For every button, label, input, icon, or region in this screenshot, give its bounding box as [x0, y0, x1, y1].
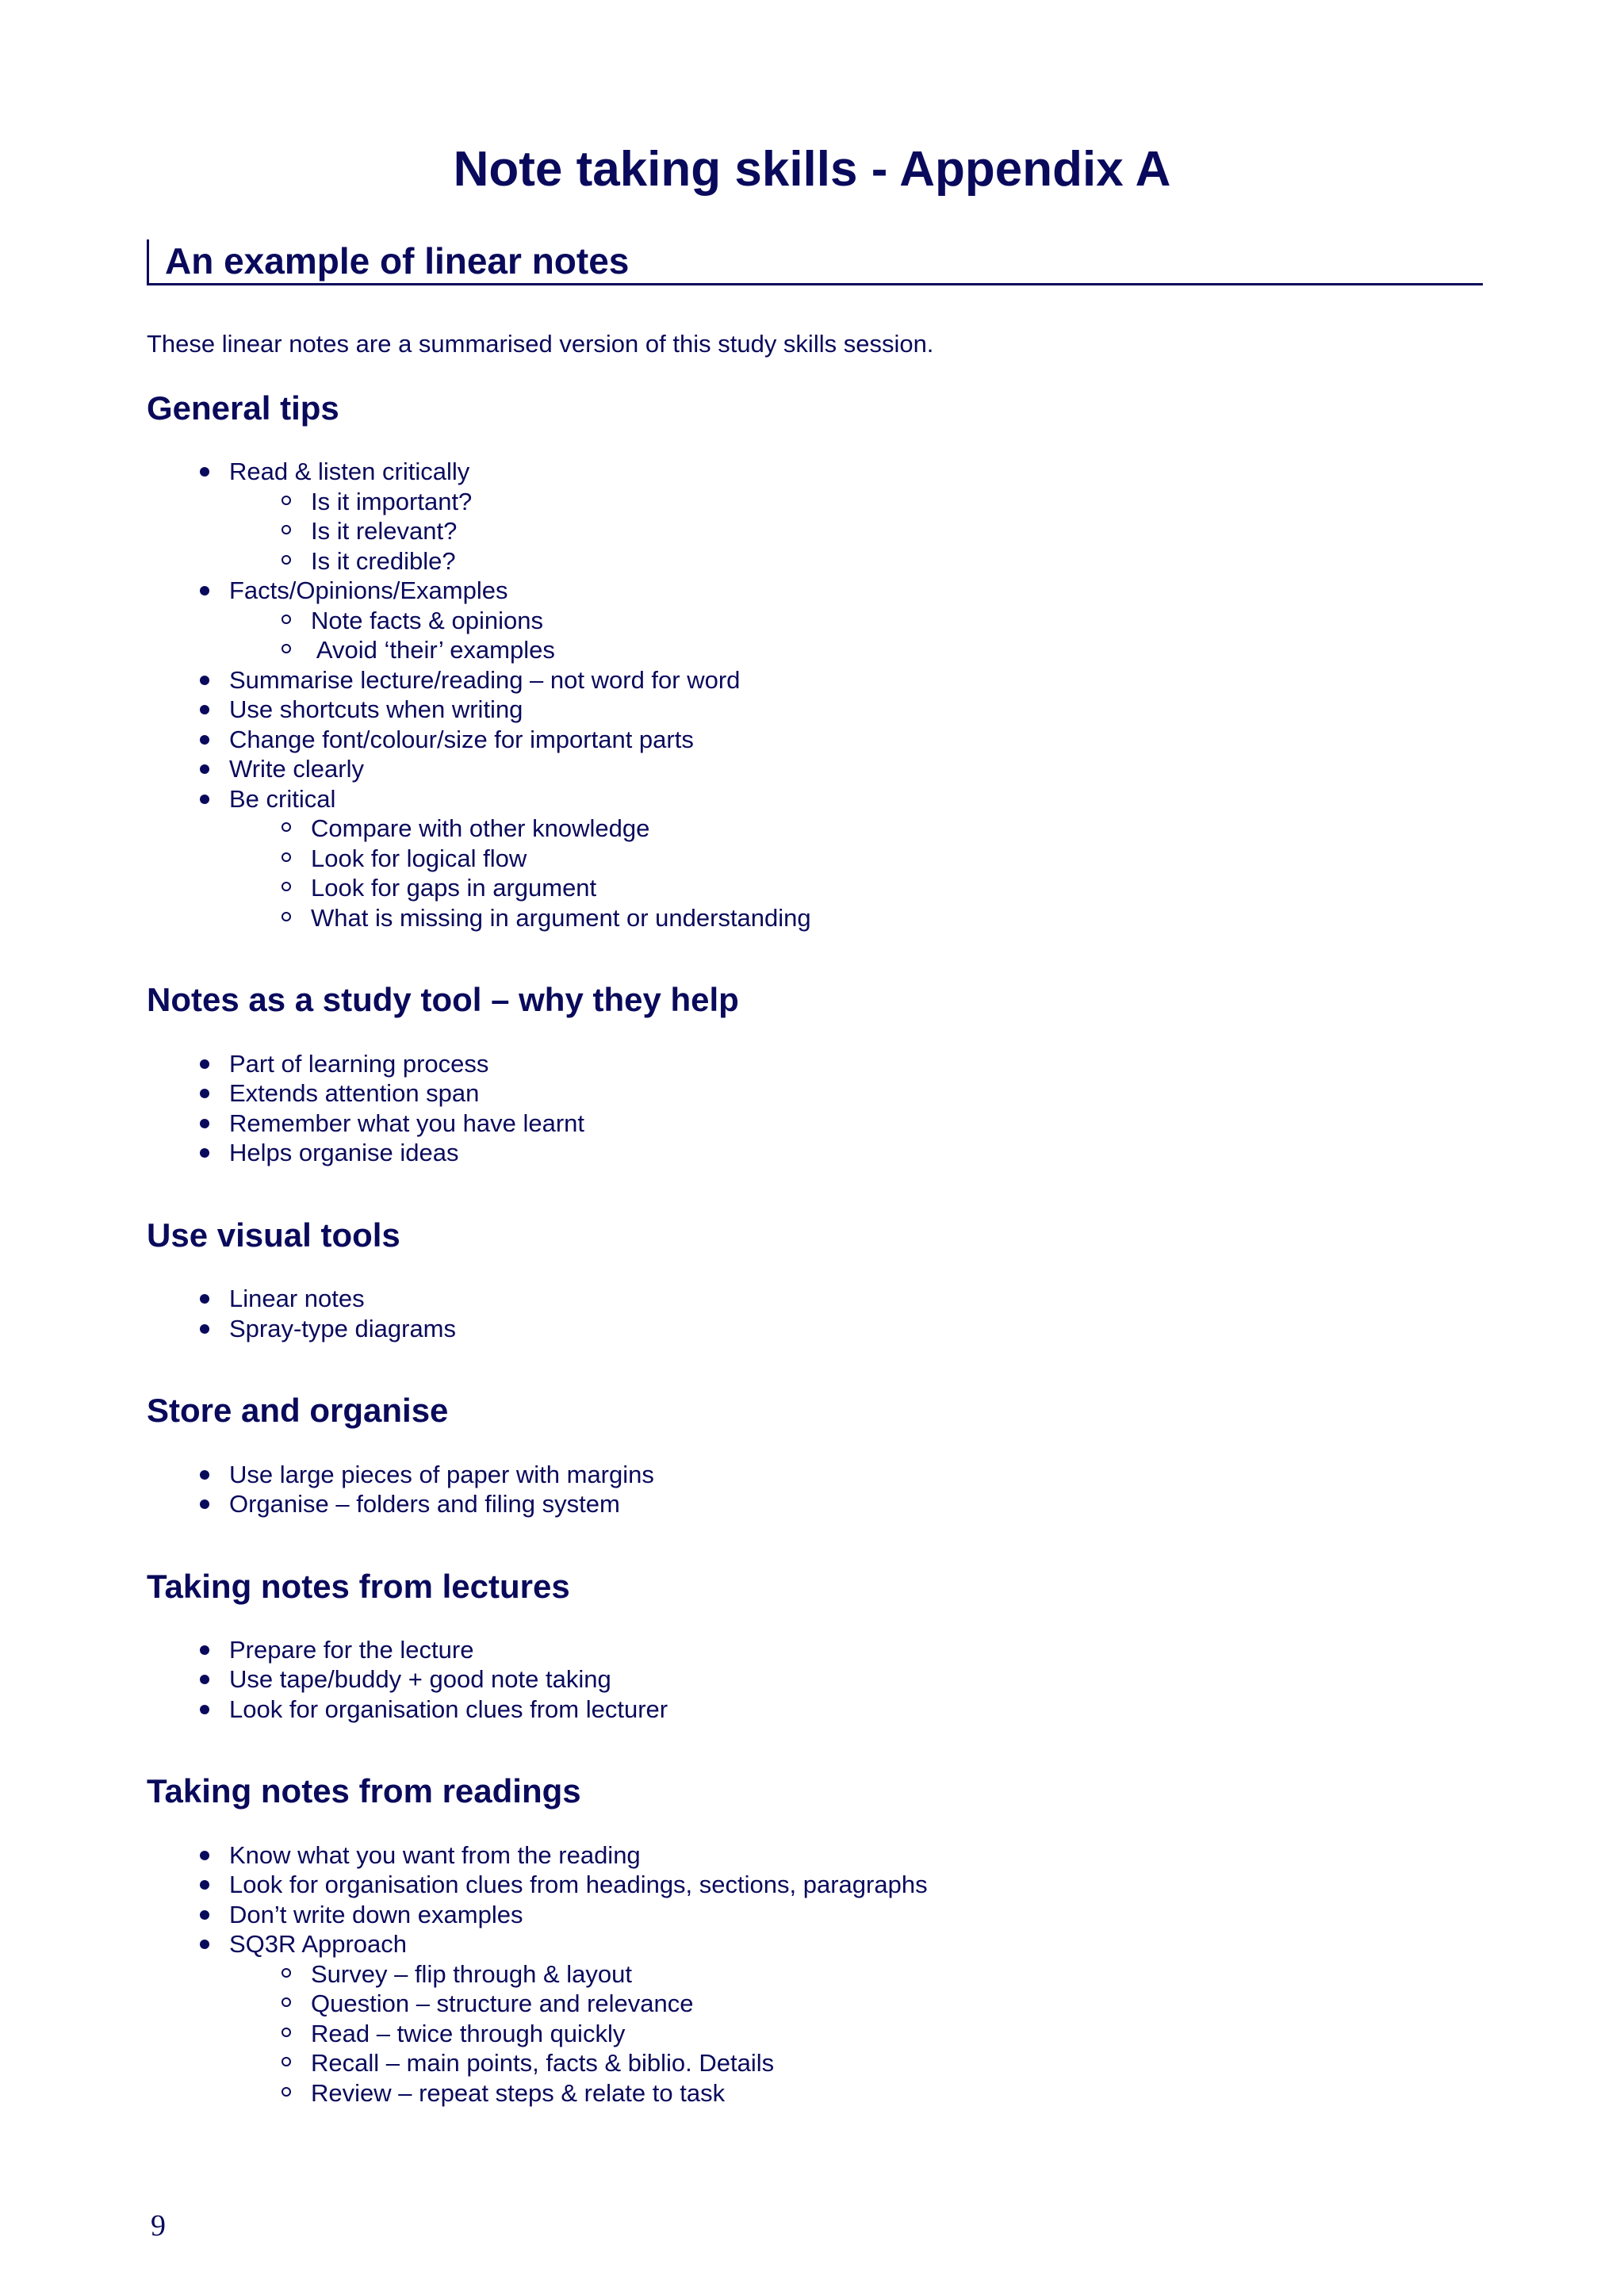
bullet-circle-icon: [282, 615, 291, 624]
sub-list-item-text: Review – repeat steps & relate to task: [311, 2078, 726, 2107]
list-item-text: Look for organisation clues from headings, sections, paragraphs: [229, 1871, 928, 1899]
sub-bullet-list: [229, 487, 1495, 576]
subsection-heading: General tips: [147, 389, 339, 427]
list-item: [147, 1284, 1495, 1314]
list-item-text: Be critical: [229, 784, 336, 813]
list-item: [147, 1840, 1495, 1871]
sub-list-item-text: Is it relevant?: [311, 517, 458, 546]
list-item: [147, 1635, 1495, 1665]
bullet-circle-icon: [282, 2028, 291, 2037]
bullet-dot-icon: [200, 1294, 209, 1304]
list-item-text: Organise – folders and filing system: [229, 1490, 620, 1518]
intro-text: These linear notes are a summarised version of this study skills session.: [147, 330, 934, 358]
list-item: [147, 1929, 1495, 2108]
bullet-circle-icon: [282, 2087, 291, 2097]
list-item: [147, 1078, 1495, 1109]
page-number: 9: [151, 2209, 166, 2242]
bullet-list: [147, 1049, 1495, 1168]
list-item: [147, 665, 1495, 695]
sub-list-item: [147, 606, 1495, 636]
bullet-circle-icon: [282, 852, 291, 862]
sub-bullet-list: [229, 814, 1495, 933]
bullet-dot-icon: [200, 586, 209, 596]
bullet-dot-icon: [200, 1148, 209, 1158]
list-item-text: Use shortcuts when writing: [229, 695, 523, 724]
list-item: [147, 1138, 1495, 1168]
sub-list-item-text: Recall – main points, facts & biblio. Details: [311, 2049, 775, 2078]
bullet-dot-icon: [200, 1645, 209, 1655]
list-item-text: Remember what you have learnt: [229, 1109, 585, 1137]
bullet-list: [147, 457, 1495, 933]
list-item: [147, 1109, 1495, 1139]
bullet-circle-icon: [282, 525, 291, 534]
sub-list-item-text: What is missing in argument or understanding: [311, 903, 811, 932]
section-heading-box: [147, 239, 1483, 285]
sub-list-item: [147, 487, 1495, 517]
sub-list-item-text: Look for logical flow: [311, 844, 527, 872]
page-title: Note taking skills - Appendix A: [453, 142, 1171, 197]
list-item-text: Use tape/buddy + good note taking: [229, 1665, 611, 1694]
bullet-circle-icon: [282, 912, 291, 921]
bullet-circle-icon: [282, 555, 291, 565]
sub-list-item: [147, 2048, 1495, 2078]
bullet-dot-icon: [200, 1880, 209, 1890]
list-item-text: Write clearly: [229, 755, 364, 783]
bullet-dot-icon: [200, 1940, 209, 1949]
list-item: [147, 576, 1495, 665]
list-item: [147, 1695, 1495, 1725]
subsection-heading: Taking notes from readings: [147, 1772, 581, 1810]
sub-list-item-text: Avoid ‘their’ examples: [311, 636, 555, 664]
list-item-text: Facts/Opinions/Examples: [229, 576, 508, 605]
sub-list-item-text: Survey – flip through & layout: [311, 1959, 632, 1988]
bullet-dot-icon: [200, 735, 209, 745]
list-item: [147, 1664, 1495, 1695]
bullet-circle-icon: [282, 1968, 291, 1978]
bullet-dot-icon: [200, 1059, 209, 1069]
list-item-text: Read & listen critically: [229, 458, 470, 486]
sub-list-item-text: Look for gaps in argument: [311, 874, 597, 902]
list-item: [147, 784, 1495, 933]
bullet-dot-icon: [200, 1675, 209, 1684]
bullet-circle-icon: [282, 2057, 291, 2066]
sub-list-item: [147, 1989, 1495, 2019]
sub-list-item-text: Question – structure and relevance: [311, 1990, 694, 2018]
bullet-dot-icon: [200, 467, 209, 477]
sub-bullet-list: [229, 606, 1495, 665]
bullet-dot-icon: [200, 1705, 209, 1714]
sub-list-item: [147, 844, 1495, 874]
section-heading: An example of linear notes: [165, 240, 630, 281]
sub-list-item: [147, 546, 1495, 576]
bullet-list: [147, 1840, 1495, 2108]
bullet-dot-icon: [200, 795, 209, 804]
sub-list-item: [147, 903, 1495, 933]
list-item-text: Extends attention span: [229, 1079, 480, 1108]
list-item-text: Linear notes: [229, 1285, 365, 1313]
bullet-dot-icon: [200, 1324, 209, 1334]
subsection-heading: Taking notes from lectures: [147, 1567, 570, 1605]
list-item-text: Look for organisation clues from lecturer: [229, 1695, 668, 1723]
sub-list-item: [147, 635, 1495, 665]
list-item: [147, 754, 1495, 784]
bullet-circle-icon: [282, 644, 291, 653]
list-item: [147, 695, 1495, 725]
bullet-list: [147, 1460, 1495, 1519]
bullet-dot-icon: [200, 1470, 209, 1480]
sub-list-item-text: Note facts & opinions: [311, 606, 543, 634]
notes-content: [147, 389, 1495, 2155]
sub-list-item-text: Is it credible?: [311, 546, 456, 575]
list-item: [147, 725, 1495, 755]
list-item-text: Spray-type diagrams: [229, 1314, 457, 1342]
bullet-dot-icon: [200, 1910, 209, 1920]
list-item: [147, 1900, 1495, 1930]
subsection-heading: Notes as a study tool – why they help: [147, 981, 739, 1019]
bullet-dot-icon: [200, 705, 209, 714]
sub-bullet-list: [229, 1959, 1495, 2108]
sub-list-item-text: Read – twice through quickly: [311, 2019, 626, 2047]
subsection-heading: Store and organise: [147, 1392, 449, 1430]
bullet-list: [147, 1284, 1495, 1343]
list-item-text: SQ3R Approach: [229, 1930, 408, 1959]
bullet-circle-icon: [282, 1997, 291, 2007]
list-item: [147, 1460, 1495, 1490]
bullet-circle-icon: [282, 496, 291, 505]
sub-list-item-text: Is it important?: [311, 487, 473, 515]
list-item-text: Helps organise ideas: [229, 1139, 459, 1167]
bullet-dot-icon: [200, 1851, 209, 1860]
sub-list-item-text: Compare with other knowledge: [311, 814, 650, 843]
list-item-text: Change font/colour/size for important parts: [229, 725, 694, 753]
bullet-dot-icon: [200, 676, 209, 685]
list-item-text: Prepare for the lecture: [229, 1635, 474, 1664]
subsection-heading: Use visual tools: [147, 1216, 400, 1254]
list-item-text: Use large pieces of paper with margins: [229, 1460, 654, 1488]
list-item: [147, 1314, 1495, 1344]
list-item: [147, 1489, 1495, 1519]
bullet-circle-icon: [282, 822, 291, 832]
bullet-dot-icon: [200, 764, 209, 774]
sub-list-item: [147, 2019, 1495, 2049]
bullet-list: [147, 1635, 1495, 1725]
list-item: [147, 1870, 1495, 1900]
sub-list-item: [147, 1959, 1495, 1990]
sub-list-item: [147, 814, 1495, 844]
bullet-dot-icon: [200, 1089, 209, 1098]
sub-list-item: [147, 516, 1495, 546]
sub-list-item: [147, 2078, 1495, 2108]
bullet-dot-icon: [200, 1119, 209, 1128]
list-item: [147, 1049, 1495, 1079]
bullet-circle-icon: [282, 882, 291, 891]
list-item-text: Know what you want from the reading: [229, 1840, 641, 1869]
list-item-text: Summarise lecture/reading – not word for word: [229, 665, 741, 694]
list-item-text: Part of learning process: [229, 1049, 489, 1078]
list-item-text: Don’t write down examples: [229, 1900, 523, 1928]
sub-list-item: [147, 873, 1495, 903]
list-item: [147, 457, 1495, 576]
bullet-dot-icon: [200, 1499, 209, 1509]
